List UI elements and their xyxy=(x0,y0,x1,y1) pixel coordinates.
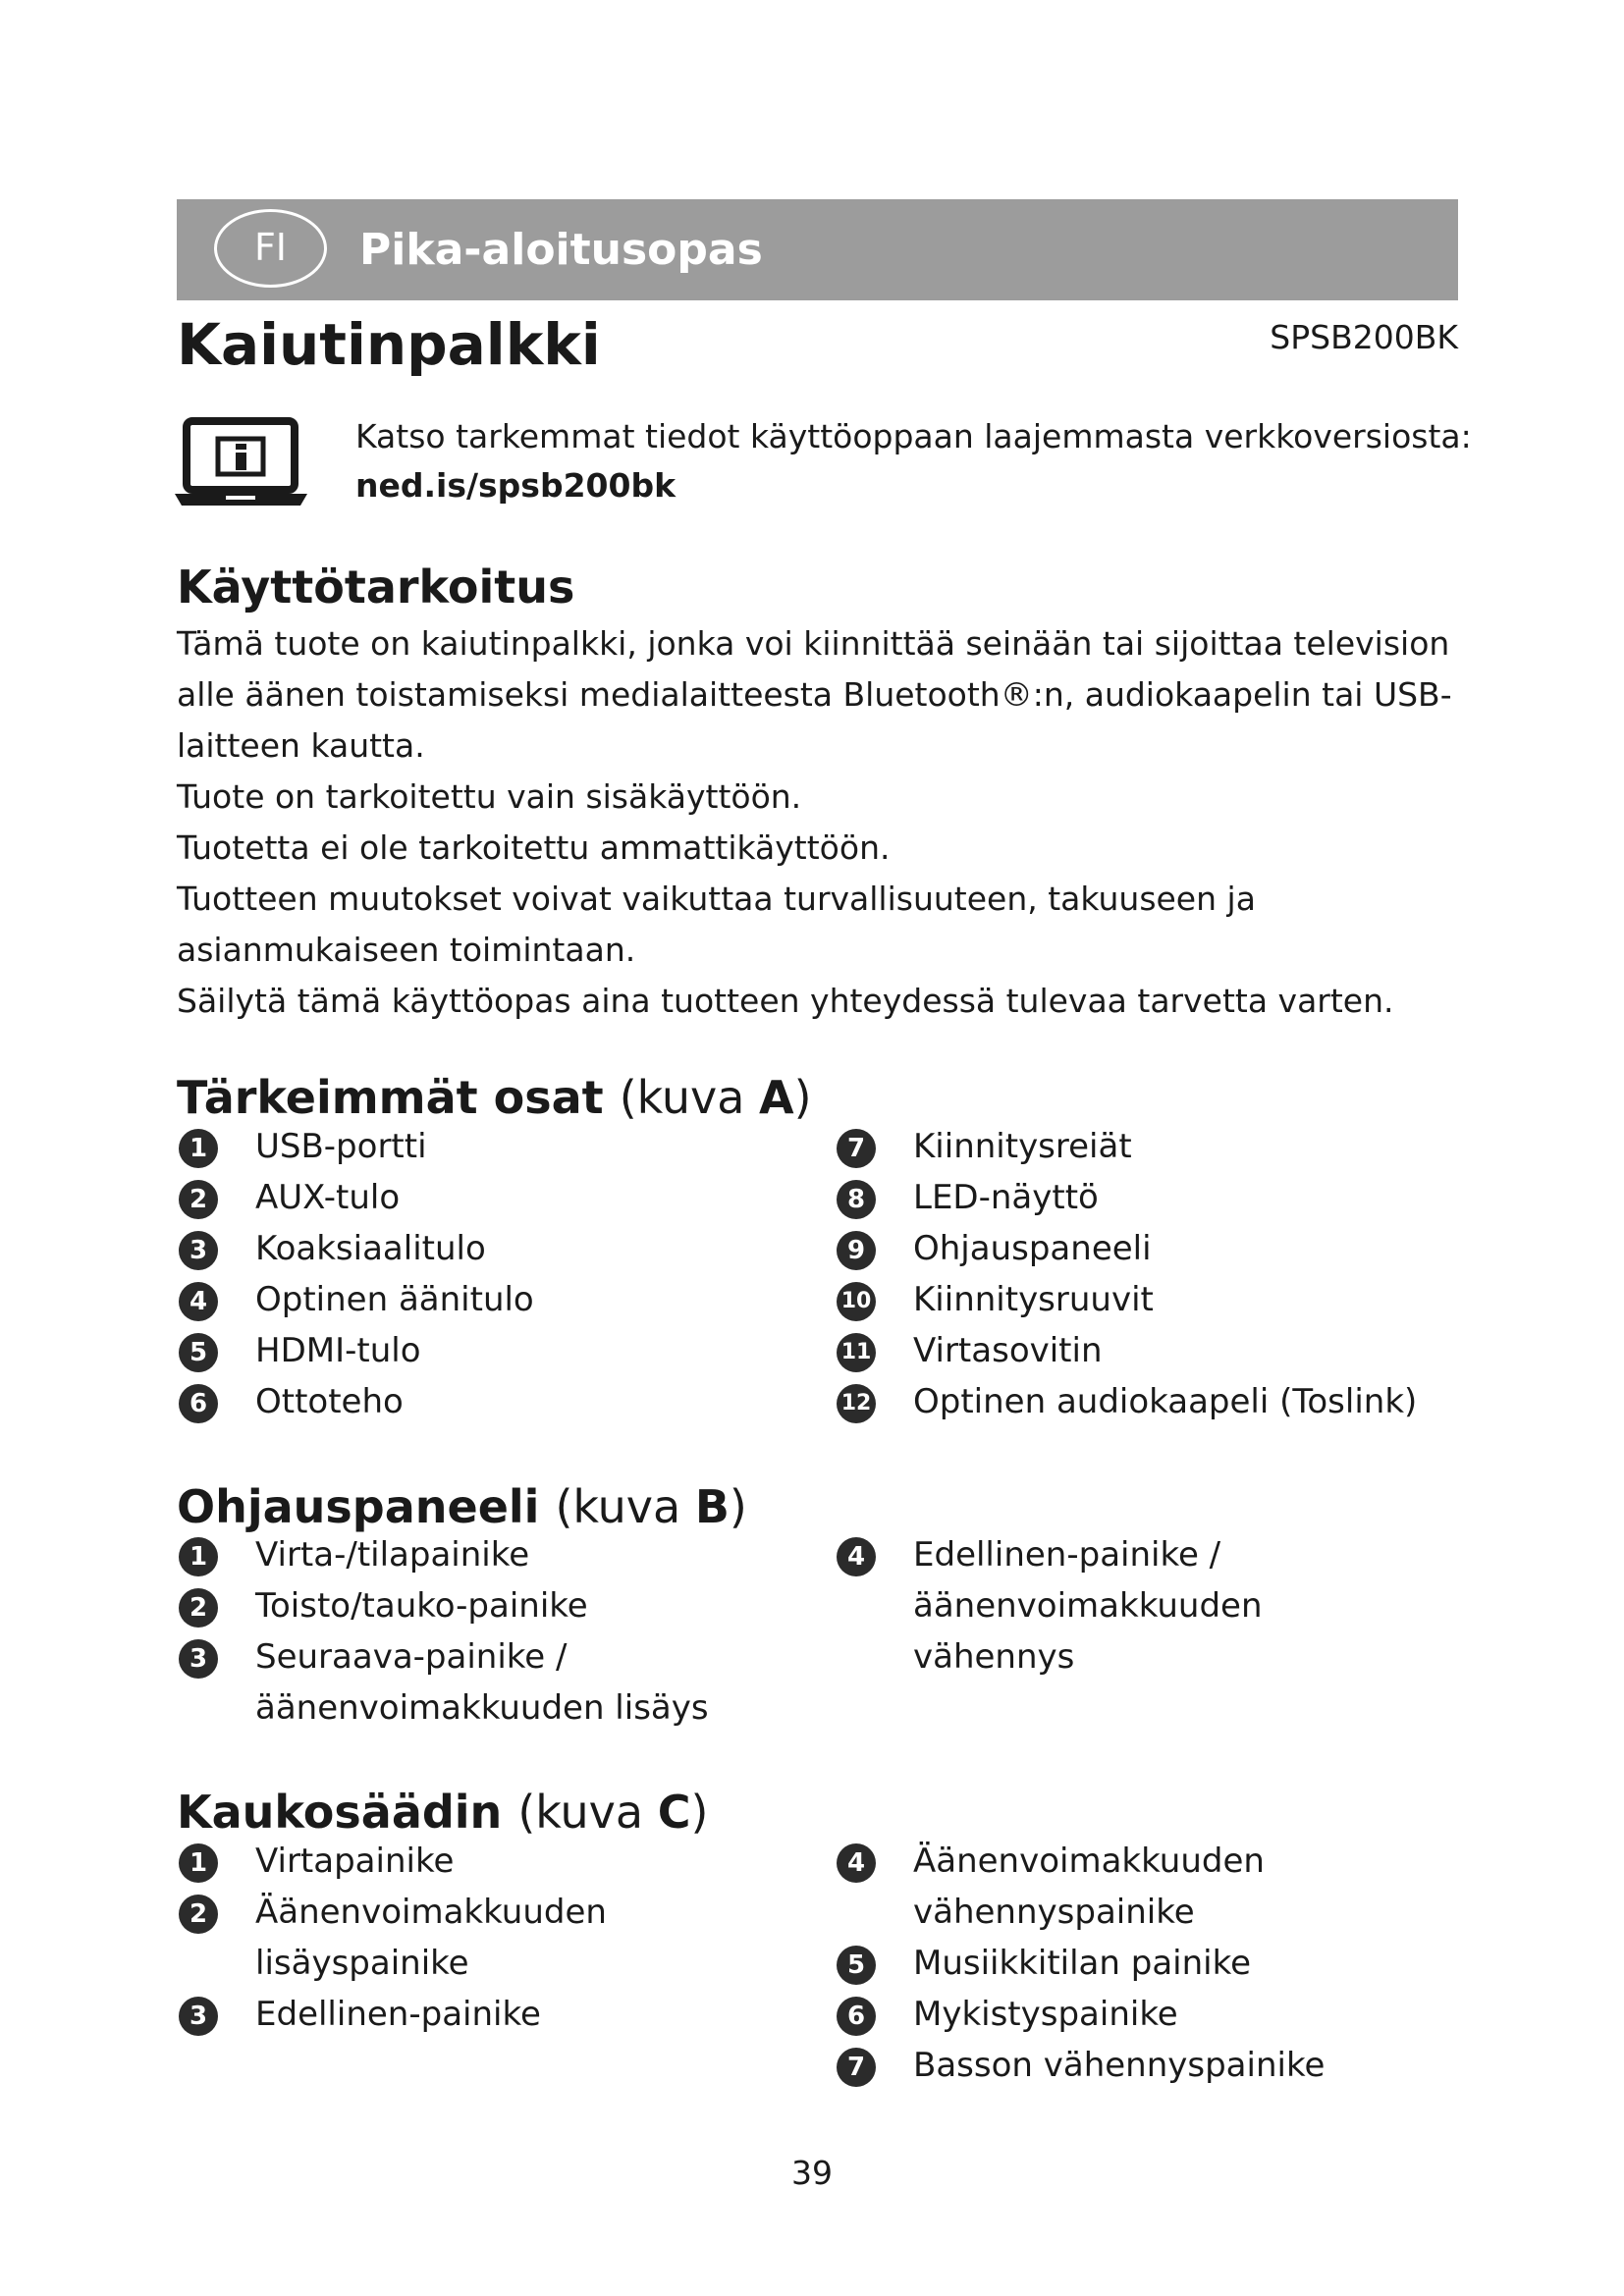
figure-letter: A xyxy=(759,1071,794,1124)
number-badge: 3 xyxy=(179,1231,218,1270)
list-item: 7 Basson vähennyspainike xyxy=(835,2040,1345,2091)
number-badge: 8 xyxy=(837,1180,876,1219)
header-banner xyxy=(177,199,1458,300)
paragraph: Tuote on tarkoitettu vain sisäkäyttöön. xyxy=(177,777,802,816)
number-badge: 4 xyxy=(179,1282,218,1321)
figure-letter: C xyxy=(657,1786,691,1839)
number-badge: 5 xyxy=(837,1946,876,1985)
list-item: 2 Toisto/tauko-painike xyxy=(177,1580,727,1631)
list-item: 5 HDMI-tulo xyxy=(177,1325,766,1376)
remote-heading xyxy=(177,1783,708,1842)
control-panel-list-left xyxy=(177,1529,727,1734)
info-text xyxy=(355,412,1472,510)
list-item: 9 Ohjauspaneeli xyxy=(835,1223,1463,1274)
list-item: 10 Kiinnitysruuvit xyxy=(835,1274,1463,1325)
figure-ref-close: ) xyxy=(729,1480,747,1533)
number-badge: 12 xyxy=(837,1384,876,1423)
number-badge: 6 xyxy=(179,1384,218,1423)
paragraph: Tuotteen muutokset voivat vaikuttaa turvallisuuteen, takuuseen ja asianmukaiseen toimintaan. xyxy=(177,880,1256,969)
number-badge: 2 xyxy=(179,1180,218,1219)
main-parts-heading xyxy=(177,1068,812,1127)
list-item: 1 Virta-/tilapainike xyxy=(177,1529,727,1580)
number-badge: 9 xyxy=(837,1231,876,1270)
remote-list-left xyxy=(177,1836,668,2040)
paragraph: Tuotetta ei ole tarkoitettu ammattikäyttöön. xyxy=(177,828,891,867)
list-item: 1 Virtapainike xyxy=(177,1836,668,1887)
page-number: 39 xyxy=(791,2154,833,2192)
manual-link[interactable]: ned.is/spsb200bk xyxy=(355,466,677,505)
number-badge: 5 xyxy=(179,1333,218,1372)
number-badge: 1 xyxy=(179,1129,218,1168)
intended-use-heading: Käyttötarkoitus xyxy=(177,561,575,614)
product-title: Kaiutinpalkki xyxy=(177,311,601,378)
number-badge: 1 xyxy=(179,1537,218,1576)
number-badge: 4 xyxy=(837,1537,876,1576)
list-item: 4 Optinen äänitulo xyxy=(177,1274,766,1325)
laptop-info-icon xyxy=(175,417,307,507)
number-badge: 10 xyxy=(837,1282,876,1321)
list-item: 3 Koaksiaalitulo xyxy=(177,1223,766,1274)
language-badge: FI xyxy=(214,209,327,288)
main-parts-title: Tärkeimmät osat xyxy=(177,1071,604,1124)
list-item: 3 Seuraava-painike / äänenvoimakkuuden lisäys xyxy=(177,1631,727,1734)
model-number: SPSB200BK xyxy=(1270,318,1458,356)
list-item: 4 Edellinen-painike / äänenvoimakkuuden vähennys xyxy=(835,1529,1404,1682)
figure-ref-close: ) xyxy=(690,1786,709,1839)
number-badge: 7 xyxy=(837,1129,876,1168)
list-item: 7 Kiinnitysreiät xyxy=(835,1121,1463,1172)
list-item: 11 Virtasovitin xyxy=(835,1325,1463,1376)
list-item: 6 Ottoteho xyxy=(177,1376,766,1427)
main-parts-list-right xyxy=(835,1121,1463,1427)
remote-title: Kaukosäädin xyxy=(177,1786,503,1839)
list-item: 2 AUX-tulo xyxy=(177,1172,766,1223)
number-badge: 11 xyxy=(837,1333,876,1372)
main-parts-list-left xyxy=(177,1121,766,1427)
figure-ref: (kuva xyxy=(517,1786,658,1839)
list-item: 12 Optinen audiokaapeli (Toslink) xyxy=(835,1376,1463,1427)
list-item: 3 Edellinen-painike xyxy=(177,1989,668,2040)
number-badge: 3 xyxy=(179,1997,218,2036)
paragraph: Säilytä tämä käyttöopas aina tuotteen yhteydessä tulevaa tarvetta varten. xyxy=(177,982,1394,1020)
list-item: 6 Mykistyspainike xyxy=(835,1989,1345,2040)
number-badge: 4 xyxy=(837,1843,876,1883)
banner-title: Pika-aloitusopas xyxy=(359,225,763,275)
list-item: 1 USB-portti xyxy=(177,1121,766,1172)
control-panel-title: Ohjauspaneeli xyxy=(177,1480,540,1533)
figure-ref: (kuva xyxy=(555,1480,695,1533)
remote-list-right xyxy=(835,1836,1345,2091)
paragraph: Tämä tuote on kaiutinpalkki, jonka voi kiinnittää seinään tai sijoittaa television alle äänen toistamiseksi medialaitteesta Bluetooth®:n, audiokaapelin tai USB-laitteen kautta. xyxy=(177,624,1452,765)
control-panel-list-right xyxy=(835,1529,1404,1682)
list-item: 4 Äänenvoimakkuuden vähennyspainike xyxy=(835,1836,1345,1938)
number-badge: 3 xyxy=(179,1639,218,1679)
list-item: 8 LED-näyttö xyxy=(835,1172,1463,1223)
number-badge: 6 xyxy=(837,1997,876,2036)
number-badge: 2 xyxy=(179,1895,218,1934)
number-badge: 1 xyxy=(179,1843,218,1883)
list-item: 2 Äänenvoimakkuuden lisäyspainike xyxy=(177,1887,668,1989)
figure-ref-close: ) xyxy=(793,1071,812,1124)
info-description: Katso tarkemmat tiedot käyttöoppaan laajemmasta verkkoversiosta: xyxy=(355,417,1472,455)
intended-use-text xyxy=(177,618,1453,1027)
figure-ref: (kuva xyxy=(619,1071,760,1124)
list-item: 5 Musiikkitilan painike xyxy=(835,1938,1345,1989)
number-badge: 7 xyxy=(837,2048,876,2087)
number-badge: 2 xyxy=(179,1588,218,1628)
figure-letter: B xyxy=(694,1480,730,1533)
control-panel-heading xyxy=(177,1477,747,1536)
